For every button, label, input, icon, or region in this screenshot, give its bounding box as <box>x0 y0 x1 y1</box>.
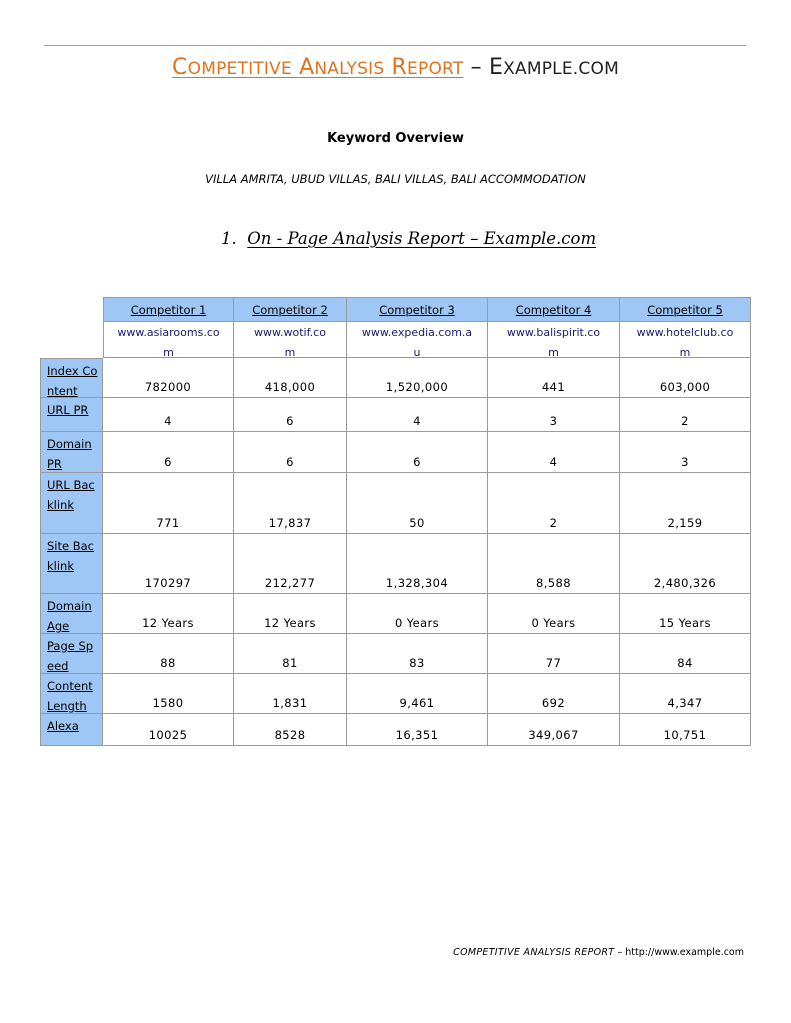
table-cell <box>103 398 234 432</box>
table-cell-value: 10,751 <box>663 728 707 742</box>
row-label-text: URL Backlink <box>47 478 95 512</box>
table-cell-value: 77 <box>545 656 562 670</box>
table-cell <box>620 594 751 634</box>
competitor-url[interactable] <box>620 322 751 358</box>
table-cell <box>103 674 234 714</box>
table-cell-value: 9,461 <box>399 696 435 710</box>
table-cell-value: 84 <box>677 656 693 670</box>
row-label-text: Alexa <box>47 719 79 733</box>
row-label <box>40 634 103 674</box>
keyword-overview-title: Keyword Overview <box>327 131 464 146</box>
table-cell-value: 170297 <box>144 576 192 590</box>
table-cell <box>347 398 488 432</box>
table-cell-value: 1,831 <box>272 696 308 710</box>
table-cell <box>234 714 347 746</box>
competitor-url-line[interactable]: www.hotelclub.co <box>636 326 734 339</box>
title-separator: – <box>470 55 482 80</box>
table-cell <box>234 674 347 714</box>
table-cell <box>620 473 751 534</box>
table-cell-value: 3 <box>549 414 558 428</box>
table-cell <box>347 594 488 634</box>
table-cell <box>620 398 751 432</box>
title-site-part: EXAMPLE.COM <box>489 55 619 80</box>
competitor-url[interactable] <box>103 322 234 358</box>
table-cell <box>103 634 234 674</box>
competitor-url[interactable] <box>347 322 488 358</box>
competitor-url-line[interactable]: m <box>284 346 296 359</box>
row-label <box>40 594 103 634</box>
table-cell <box>620 714 751 746</box>
table-cell-value: 3 <box>681 455 689 469</box>
table-cell <box>620 534 751 594</box>
table-cell-value: 4,347 <box>667 696 703 710</box>
row-label-text: Index Content <box>47 364 98 398</box>
table-cell <box>620 674 751 714</box>
table-cell <box>234 358 347 398</box>
table-cell <box>488 534 620 594</box>
table-cell-value: 1,328,304 <box>385 576 449 590</box>
competitor-url-line[interactable]: m <box>679 346 691 359</box>
competitor-url[interactable] <box>234 322 347 358</box>
table-cell-value: 0 Years <box>394 616 440 630</box>
competitor-name: Competitor 5 <box>647 303 723 317</box>
row-label <box>40 358 103 398</box>
table-cell <box>103 594 234 634</box>
table-cell <box>620 358 751 398</box>
table-cell <box>103 714 234 746</box>
footer-separator: – <box>617 947 623 958</box>
table-cell-value: 6 <box>286 414 294 428</box>
keyword-list: VILLA AMRITA, UBUD VILLAS, BALI VILLAS, BALI ACCOMMODATION <box>205 172 586 186</box>
table-cell <box>103 473 234 534</box>
table-cell-value: 603,000 <box>659 380 711 394</box>
table-cell-value: 6 <box>286 455 294 469</box>
table-cell-value: 83 <box>409 656 425 670</box>
table-cell-value: 1580 <box>152 696 184 710</box>
competitor-header <box>234 297 347 322</box>
row-label <box>40 714 103 746</box>
row-label-text: Content Length <box>47 679 93 713</box>
table-cell-value: 4 <box>413 414 421 428</box>
table-cell-value: 10025 <box>148 728 188 742</box>
table-cell-value: 50 <box>409 516 425 530</box>
competitor-name: Competitor 1 <box>130 303 207 317</box>
row-label <box>40 473 103 534</box>
table-cell <box>488 473 620 534</box>
competitor-header <box>488 297 620 322</box>
table-cell-value: 88 <box>160 656 176 670</box>
competitor-url-line[interactable]: u <box>413 346 421 359</box>
table-cell-value: 2,159 <box>667 516 703 530</box>
row-label <box>40 674 103 714</box>
table-cell <box>488 398 620 432</box>
row-label-text: Site Backlink <box>47 539 94 573</box>
table-cell <box>347 534 488 594</box>
table-cell-value: 12 Years <box>264 616 316 630</box>
competitor-url-line[interactable]: m <box>548 346 559 359</box>
table-cell <box>488 674 620 714</box>
table-cell-value: 12 Years <box>142 616 194 630</box>
table-cell-value: 2,480,326 <box>653 576 717 590</box>
competitor-header <box>620 297 751 322</box>
row-label-text: URL PR <box>47 403 89 417</box>
table-cell-value: 81 <box>282 656 298 670</box>
table-cell-value: 15 Years <box>659 616 711 630</box>
table-cell <box>347 432 488 473</box>
table-cell <box>234 473 347 534</box>
competitor-url-line[interactable]: www.asiarooms.co <box>117 326 220 339</box>
competitor-name: Competitor 4 <box>515 303 592 317</box>
table-cell <box>347 674 488 714</box>
row-label <box>40 432 103 473</box>
table-cell <box>103 432 234 473</box>
table-cell <box>234 398 347 432</box>
competitor-url-line[interactable]: www.expedia.com.a <box>361 326 473 339</box>
table-cell <box>620 634 751 674</box>
page-footer <box>453 947 744 958</box>
competitor-name: Competitor 3 <box>379 303 455 317</box>
competitor-name: Competitor 2 <box>252 303 328 317</box>
table-cell-value: 4 <box>549 455 558 469</box>
table-cell-value: 771 <box>156 516 180 530</box>
footer-label: COMPETITIVE ANALYSIS REPORT <box>453 947 615 958</box>
row-label-text: Domain Age <box>47 599 92 633</box>
row-label-text: Page Speed <box>47 639 94 673</box>
table-cell <box>234 634 347 674</box>
table-cell <box>488 634 620 674</box>
table-cell <box>488 594 620 634</box>
table-cell <box>234 534 347 594</box>
table-cell <box>488 358 620 398</box>
competitor-url[interactable] <box>488 322 620 358</box>
table-cell <box>234 594 347 634</box>
table-cell-value: 6 <box>164 455 172 469</box>
table-cell <box>347 358 488 398</box>
competitor-url-line[interactable]: www.balispirit.co <box>506 326 601 339</box>
table-cell-value: 418,000 <box>264 380 316 394</box>
table-cell <box>488 432 620 473</box>
table-cell-value: 16,351 <box>395 728 439 742</box>
table-cell <box>347 473 488 534</box>
table-cell-value: 1,520,000 <box>385 380 449 394</box>
table-cell <box>103 534 234 594</box>
title-report-part: COMPETITIVE ANALYSIS REPORT <box>172 55 464 80</box>
table-cell-value: 0 Years <box>531 616 576 630</box>
table-cell-value: 2 <box>549 516 558 530</box>
table-cell-value: 212,277 <box>264 576 316 590</box>
section-title: On - Page Analysis Report – Example.com <box>247 229 597 248</box>
table-cell-value: 17,837 <box>268 516 312 530</box>
competitor-url-line[interactable]: m <box>163 346 174 359</box>
footer-url[interactable]: http://www.example.com <box>625 947 744 958</box>
table-cell <box>103 358 234 398</box>
table-cell <box>347 634 488 674</box>
competitor-header <box>103 297 234 322</box>
table-cell-value: 349,067 <box>528 728 579 742</box>
competitor-header <box>347 297 488 322</box>
table-cell-value: 692 <box>541 696 566 710</box>
row-label-text: Domain PR <box>47 437 92 471</box>
section-number: 1. <box>221 229 237 248</box>
row-label <box>40 534 103 594</box>
table-cell <box>620 432 751 473</box>
competitor-url-line[interactable]: www.wotif.co <box>254 326 326 339</box>
table-cell <box>488 714 620 746</box>
table-cell <box>347 714 488 746</box>
table-cell-value: 441 <box>541 380 566 394</box>
table-cell-value: 782000 <box>144 380 192 394</box>
table-cell-value: 8,588 <box>536 576 571 590</box>
table-cell-value: 2 <box>681 414 689 428</box>
table-cell-value: 8528 <box>274 728 306 742</box>
row-label <box>40 398 103 432</box>
table-cell-value: 6 <box>413 455 421 469</box>
table-cell-value: 4 <box>164 414 172 428</box>
table-cell <box>234 432 347 473</box>
